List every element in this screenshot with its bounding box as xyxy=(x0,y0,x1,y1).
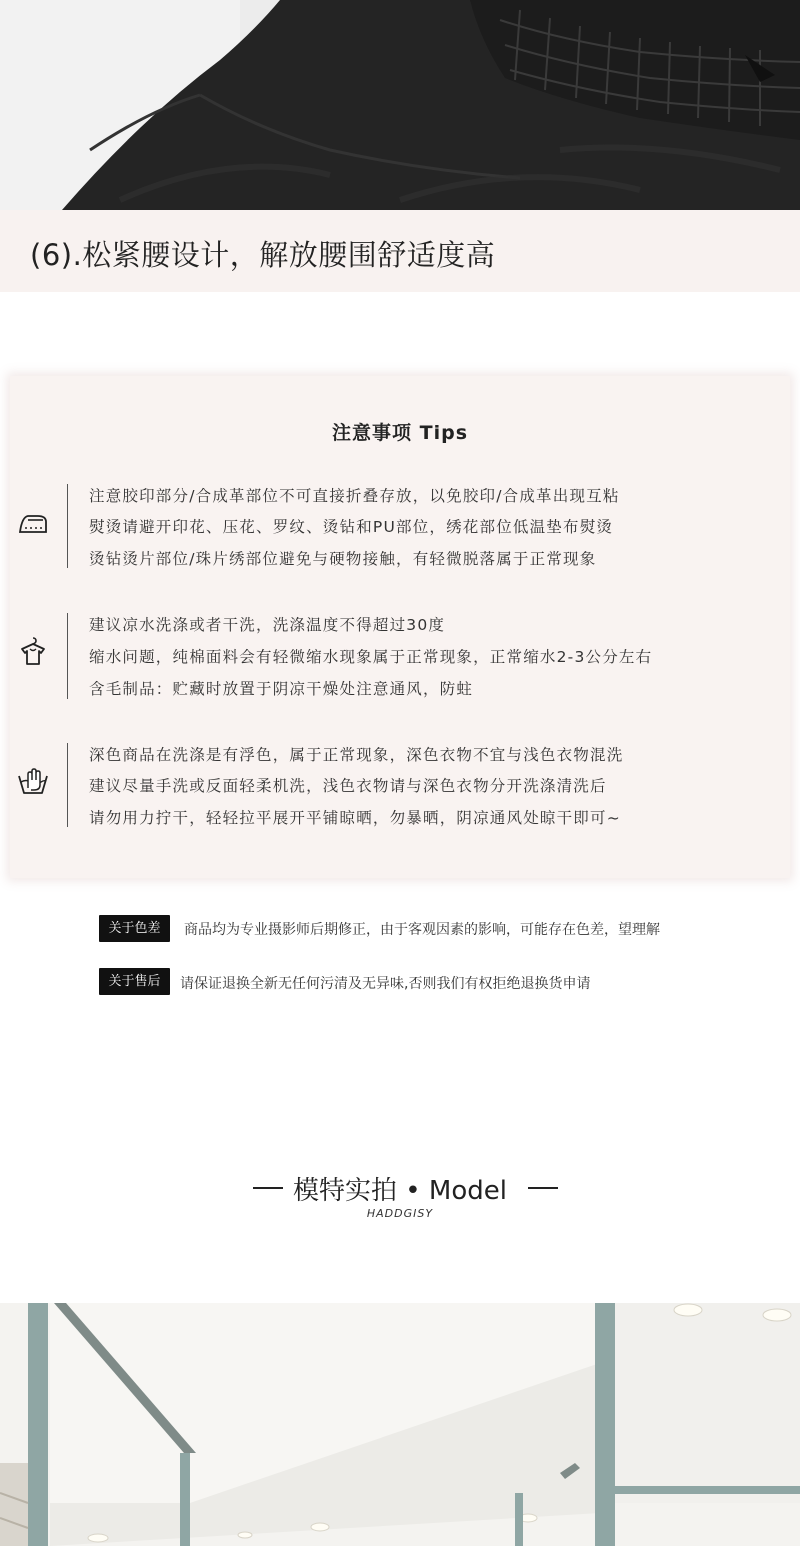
product-photo-waistband xyxy=(0,0,800,210)
tip-divider xyxy=(67,484,68,568)
section-subtitle: HADDGISY xyxy=(366,1207,434,1220)
waistband-illustration xyxy=(0,0,800,210)
tip-divider xyxy=(67,613,68,699)
tip-line: 注意胶印部分/合成革部位不可直接折叠存放，以免胶印/合成革出现互粘 xyxy=(89,487,620,505)
tip-divider xyxy=(67,743,68,827)
store-interior-illustration xyxy=(0,1303,800,1546)
tip-line: 建议尽量手洗或反面轻柔机洗，浅色衣物请与深色衣物分开洗涤清洗后 xyxy=(89,777,607,795)
heading-dash-right xyxy=(528,1187,558,1189)
feature-caption: (6).松紧腰设计，解放腰围舒适度高 xyxy=(30,238,496,272)
after-sales-text: 请保证退换全新无任何污清及无异味,否则我们有权拒绝退换货申请 xyxy=(180,976,591,992)
tip-line: 深色商品在洗涤是有浮色，属于正常现象，深色衣物不宜与浅色衣物混洗 xyxy=(89,746,624,764)
tip-line: 含毛制品：贮藏时放置于阴凉干燥处注意通风，防蛀 xyxy=(89,680,474,698)
tip-line: 熨烫请避开印花、压花、罗纹、烫钻和PU部位，绣花部位低温垫布熨烫 xyxy=(89,518,614,536)
hanging-shirt-icon xyxy=(16,636,50,666)
tip-line: 建议凉水洗涤或者干洗，洗涤温度不得超过30度 xyxy=(89,616,446,634)
color-difference-text: 商品均为专业摄影师后期修正，由于客观因素的影响，可能存在色差，望理解 xyxy=(184,922,660,938)
iron-icon xyxy=(16,508,50,538)
tip-line: 缩水问题，纯棉面料会有轻微缩水现象属于正常现象，正常缩水2-3公分左右 xyxy=(89,648,653,666)
color-difference-badge: 关于色差 xyxy=(99,915,170,942)
model-photo xyxy=(0,1303,800,1546)
hand-wash-icon xyxy=(16,766,50,796)
tip-line: 请勿用力拧干，轻轻拉平展开平铺晾晒，勿暴晒，阴凉通风处晾干即可~ xyxy=(89,809,621,827)
section-title: 模特实拍 • Model xyxy=(293,1176,507,1206)
tip-line: 烫钻烫片部位/珠片绣部位避免与硬物接触，有轻微脱落属于正常现象 xyxy=(89,550,597,568)
tips-title: 注意事项 Tips xyxy=(332,422,468,444)
after-sales-badge: 关于售后 xyxy=(99,968,170,995)
